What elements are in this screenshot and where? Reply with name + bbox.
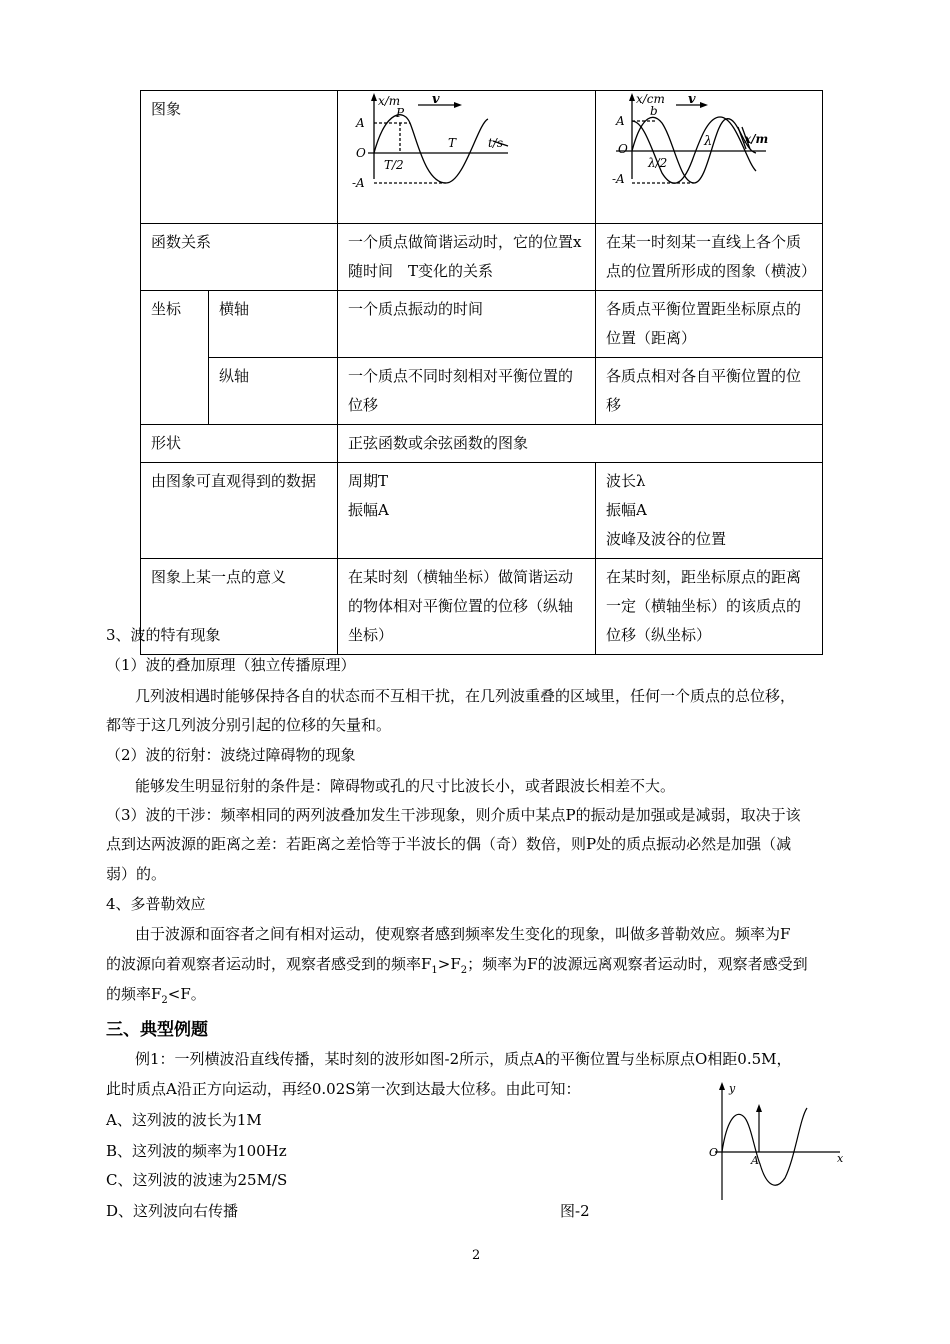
page-number: 2	[472, 1248, 481, 1263]
s3-p2-title: （2）波的衍射：波绕过障碍物的现象	[106, 746, 356, 764]
row-coord-label: 坐标	[141, 291, 209, 425]
peak-trough-item: 波峰及波谷的位置	[606, 530, 727, 548]
row-meaning-vibration: 在某时刻（横轴坐标）做简谐运动的物体相对平衡位置的位移（纵轴坐标）	[338, 559, 596, 655]
vib-v: v	[432, 92, 440, 107]
s3-p1-line2: 都等于这几列波分别引起的位移的矢量和。	[106, 716, 392, 734]
fig-origin-label: O	[709, 1146, 719, 1159]
wave-graph	[596, 91, 823, 213]
row-shape-label: 形状	[141, 425, 338, 463]
option-c: C、这列波的波速为25M/S	[106, 1171, 288, 1189]
row-meaning-wave: 在某时刻，距坐标原点的距离一定（横轴坐标）的该质点的位移（纵坐标）	[596, 559, 823, 655]
row-data-vibration	[338, 463, 596, 559]
fig-y-label: y	[729, 1082, 736, 1095]
s4-line3: 的频率$F_2<F$。	[106, 985, 206, 1006]
vib-half: T/2	[384, 158, 404, 172]
wave-lambda: λ	[704, 134, 713, 149]
wave-point-b: b	[650, 104, 658, 118]
vib-A: A	[356, 116, 365, 130]
wave-v: v	[688, 92, 696, 107]
vib-T: T	[448, 136, 457, 150]
vib-point-P: P	[396, 106, 405, 120]
section-3-title: 3、波的特有现象	[106, 626, 221, 644]
section-heading-examples: 三、典型例题	[106, 1020, 208, 1040]
row-data-wave	[596, 463, 823, 559]
wave-xlabel: x/m	[744, 132, 769, 146]
row-horizontal-vibration: 一个质点振动的时间	[338, 291, 596, 358]
s3-p3-line2: 点到达两波源的距离之差：若距离之差恰等于半波长的偶（奇）数倍，则P处的质点振动必然是加强（减	[106, 835, 792, 853]
wave-O: O	[618, 142, 628, 156]
q1-line1: 例1：一列横波沿直线传播，某时刻的波形如图-2所示，质点A的平衡位置与坐标原点O相距0.5M，	[135, 1050, 792, 1068]
s3-p3-line1: （3）波的干涉：频率相同的两列波叠加发生干涉现象，则介质中某点P的振动是加强或是减弱，取决于该	[106, 806, 801, 824]
option-a: A、这列波的波长为1M	[106, 1111, 262, 1129]
comparison-table	[140, 90, 823, 655]
amplitude-item: 振幅A	[348, 501, 389, 519]
s4-line2: 的波源向着观察者运动时，观察者感受到的频率$F_1>F_2$；频率为F的波源远离观察者运动时，观察者感受到	[106, 955, 808, 976]
wave-graph-cell	[596, 91, 823, 224]
row-func-wave: 在某一时刻某一直线上各个质点的位置所形成的图象（横波）	[596, 224, 823, 291]
q1-line2: 此时质点A沿正方向运动，再经0.02S第一次到达最大位移。由此可知：	[106, 1080, 581, 1098]
wave-amplitude-item: 振幅A	[606, 501, 647, 519]
row-horizontal-wave: 各质点平衡位置距坐标原点的位置（距离）	[596, 291, 823, 358]
option-b: B、这列波的频率为100Hz	[106, 1142, 287, 1160]
wave-ylabel: x/cm	[636, 92, 665, 106]
figure-2	[705, 1078, 850, 1203]
vib-negA: -A	[352, 176, 365, 190]
fig-point-a-label: A	[751, 1154, 759, 1167]
vib-O: O	[356, 146, 366, 160]
option-d: D、这列波向右传播	[106, 1202, 239, 1220]
wave-A: A	[616, 114, 625, 128]
row-vertical-wave: 各质点相对各自平衡位置的位移	[596, 358, 823, 425]
s3-p2-line1: 能够发生明显衍射的条件是：障碍物或孔的尺寸比波长小，或者跟波长相差不大。	[135, 777, 676, 795]
wave-negA: -A	[612, 172, 625, 186]
figure-caption: 图-2	[560, 1202, 590, 1220]
row-coord-horizontal: 横轴	[209, 291, 338, 358]
section-4-title: 4、多普勒效应	[106, 895, 206, 913]
fig-x-label: x	[837, 1152, 844, 1165]
wavelength-item: 波长λ	[606, 472, 646, 490]
wave-half: λ/2	[648, 156, 668, 170]
vibration-graph-cell	[338, 91, 596, 224]
row-meaning-label: 图象上某一点的意义	[141, 559, 338, 655]
row-func-vibration: 一个质点做简谐运动时，它的位置x随时间 T变化的关系	[338, 224, 596, 291]
s3-p1-title: （1）波的叠加原理（独立传播原理）	[106, 656, 356, 674]
row-func-label: 函数关系	[141, 224, 338, 291]
s3-p1-line1: 几列波相遇时能够保持各自的状态而不互相干扰，在几列波重叠的区域里，任何一个质点的总位移，	[135, 687, 796, 705]
s3-p3-line3: 弱）的。	[106, 865, 167, 883]
row-shape-value: 正弦函数或余弦函数的图象	[338, 425, 823, 463]
row-data-label: 由图象可直观得到的数据	[141, 463, 338, 559]
s4-line1: 由于波源和面容者之间有相对运动，使观察者感到频率发生变化的现象，叫做多普勒效应。频率为F	[135, 925, 791, 943]
period-item: 周期T	[348, 472, 389, 490]
vib-xlabel: t/s	[488, 136, 504, 150]
vibration-graph	[338, 91, 596, 213]
vib-ylabel: x/m	[378, 94, 401, 108]
row-vertical-vibration: 一个质点不同时刻相对平衡位置的位移	[338, 358, 596, 425]
row-coord-vertical: 纵轴	[209, 358, 338, 425]
row-graph-label: 图象	[141, 91, 338, 224]
